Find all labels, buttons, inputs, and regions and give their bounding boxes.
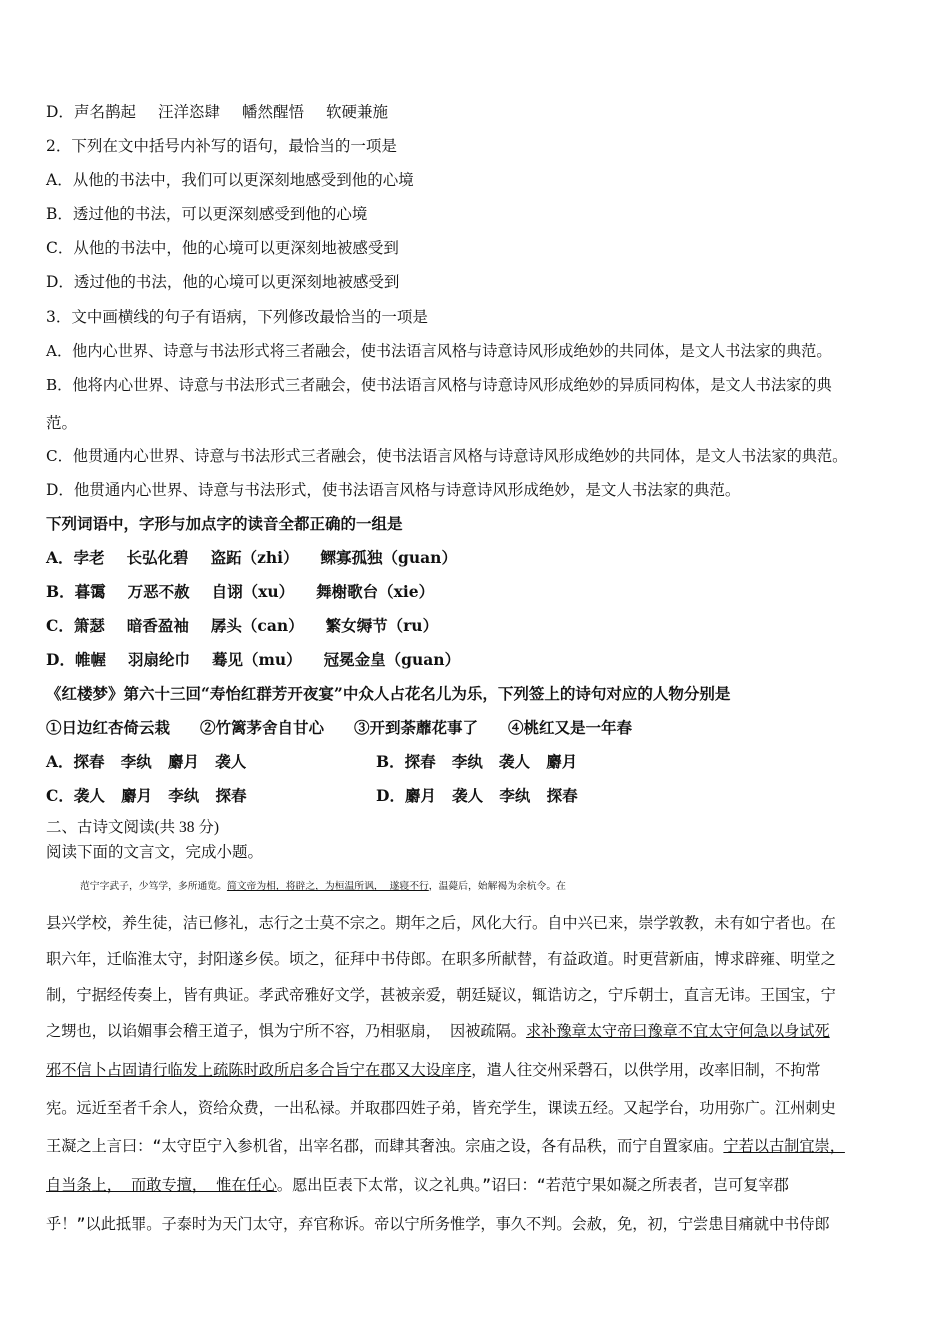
underlined-sentence: 简文帝为相，将辟之，为桓温所讽， 遂寝不行 xyxy=(226,881,429,892)
option-word: 袭人 xyxy=(215,752,247,771)
option-word: 探春 xyxy=(546,786,578,805)
option-label: D． xyxy=(376,786,405,805)
option-word: 袭人 xyxy=(73,786,105,805)
passage-line-3: 职六年，迁临淮太守，封阳遂乡侯。顷之，征拜中书侍郎。在职多所献替，有益政道。时更营新庙，博求辟雍、明堂之 xyxy=(46,950,836,968)
option-word: 李纨 xyxy=(168,786,200,805)
q4-option-d xyxy=(46,650,460,670)
option-word: 蓦见（mu） xyxy=(211,650,302,669)
option-word: 孱头（can） xyxy=(210,616,304,635)
option-word: 冠冕金皇（guan） xyxy=(323,650,461,669)
q5-options-ab xyxy=(46,752,906,772)
passage-line-10: 乎！”以此抵罪。子泰时为天门太守，弃官称诉。帝以宁所务惟学，事久不判。会赦，免，初，宁尝患目痛就中书侍郎 xyxy=(46,1215,830,1233)
q3-stem: 3．文中画横线的句子有语病，下列修改最恰当的一项是 xyxy=(46,308,428,326)
option-word: 汪洋恣肆 xyxy=(157,103,220,121)
option-word: 探春 xyxy=(404,752,436,771)
option-word: 麝月 xyxy=(121,786,153,805)
passage-line-8 xyxy=(46,1136,916,1156)
passage-line-7: 宪。远近至者千余人，资给众费，一出私禄。并取郡四姓子弟，皆充学生，课读五经。又起学台，功用弥广。江州刺史 xyxy=(46,1099,836,1117)
option-word: 繁女缛节（ru） xyxy=(325,616,439,635)
q4-option-c xyxy=(46,616,438,636)
poem-line: ①日边红杏倚云栽 xyxy=(46,718,171,737)
poem-line: ③开到荼蘼花事了 xyxy=(354,718,479,737)
passage-text: 。愿出臣表下太常，议之礼典。”诏曰：“若范宁果如凝之所表者，岂可复宰郡 xyxy=(276,1176,789,1194)
q4-option-b xyxy=(46,582,434,602)
option-word: 袭人 xyxy=(499,752,531,771)
q2-option-b: B．透过他的书法，可以更深刻感受到他的心境 xyxy=(46,205,368,223)
underlined-sentence: 宁若以古制宜崇， xyxy=(723,1137,845,1155)
option-word: 袭人 xyxy=(452,786,484,805)
option-word: 软硬兼施 xyxy=(325,103,388,121)
poem-line: ②竹篱茅舍自甘心 xyxy=(200,718,325,737)
q1-option-d xyxy=(46,102,388,122)
option-word: 李纨 xyxy=(499,786,531,805)
q5-option-a xyxy=(46,752,246,771)
q4-stem: 下列词语中，字形与加点字的读音全都正确的一组是 xyxy=(46,514,403,533)
option-label: B． xyxy=(376,752,405,771)
passage-text: 范宁字武子，少笃学，多所通览。 xyxy=(80,881,227,892)
passage-text: 之甥也，以谄媚事会稽王道子，惧为宁所不容，乃相驱扇， 因被疏隔。 xyxy=(46,1022,526,1040)
option-word: 盗跖（zhi） xyxy=(210,548,299,567)
underlined-sentence: 自当条上， 而敢专擅， 惟在任心 xyxy=(46,1176,277,1194)
option-word: 箫瑟 xyxy=(73,616,105,635)
option-word: 李纨 xyxy=(451,752,483,771)
option-label: A． xyxy=(46,548,74,567)
passage-text: ，温薨后，始解褐为余杭令。在 xyxy=(428,881,566,892)
option-word: 帷幄 xyxy=(74,650,106,669)
option-word: 声名鹊起 xyxy=(73,103,136,121)
option-word: 麝月 xyxy=(546,752,578,771)
q3-option-d: D．他贯通内心世界、诗意与书法形式，使书法语言风格与诗意诗风形成绝妙，是文人书法家的典范。 xyxy=(46,481,741,499)
q5-stem: 《红楼梦》第六十三回“寿怡红群芳开夜宴”中众人占花名儿为乐，下列签上的诗句对应的人物分别是 xyxy=(46,684,731,703)
option-word: 探春 xyxy=(73,752,105,771)
option-word: 暮霭 xyxy=(74,582,106,601)
q2-stem: 2．下列在文中括号内补写的语句，最恰当的一项是 xyxy=(46,137,397,155)
option-label: D． xyxy=(46,103,74,121)
option-word: 探春 xyxy=(215,786,247,805)
section2-title: 二、古诗文阅读(共 38 分) xyxy=(46,819,220,836)
q2-option-d: D．透过他的书法，他的心境可以更深刻地被感受到 xyxy=(46,273,400,291)
option-word: 麝月 xyxy=(167,752,199,771)
q2-option-a: A．从他的书法中，我们可以更深刻地感受到他的心境 xyxy=(46,171,414,189)
passage-line-9 xyxy=(46,1175,916,1195)
q5-options-cd xyxy=(46,786,906,806)
option-word: 长弘化碧 xyxy=(126,548,189,567)
passage-text: 王凝之上言曰：“太守臣宁入参机省，出宰名郡，而肆其奢浊。宗庙之设，各有品秩，而宁自置家庙。 xyxy=(46,1137,724,1155)
q3-option-c: C．他贯通内心世界、诗意与书法形式三者融会，使书法语言风格与诗意诗风形成绝妙的共同体，是文人书法家的典范。 xyxy=(46,447,848,465)
q5-option-c xyxy=(46,786,247,805)
option-word: 鳏寡孤独（guan） xyxy=(320,548,457,567)
option-label: C． xyxy=(46,786,74,805)
section2-instruction: 阅读下面的文言文，完成小题。 xyxy=(46,844,264,861)
option-label: A． xyxy=(46,752,74,771)
option-word: 暗香盈袖 xyxy=(126,616,189,635)
passage-line-1 xyxy=(46,877,950,897)
q5-option-b xyxy=(376,752,577,772)
underlined-sentence: 求补豫章太守帝曰豫章不宜太守何急以身试死 xyxy=(525,1022,830,1040)
option-word: 舞榭歌台（xie） xyxy=(316,582,435,601)
option-label: D． xyxy=(46,650,75,669)
option-word: 麝月 xyxy=(404,786,436,805)
option-word: 幡然醒悟 xyxy=(241,103,304,121)
q4-option-a xyxy=(46,548,457,568)
underlined-sentence: 邪不信卜占固请行临发上疏陈时政所启多合旨宁在郡又大设庠序 xyxy=(46,1061,472,1079)
passage-line-6 xyxy=(46,1060,916,1080)
q5-option-d xyxy=(376,786,578,806)
q2-option-c: C．从他的书法中，他的心境可以更深刻地被感受到 xyxy=(46,239,399,257)
option-word: 孛老 xyxy=(73,548,105,567)
q3-option-b-line2: 范。 xyxy=(46,414,78,432)
q3-option-a: A．他内心世界、诗意与书法形式将三者融会，使书法语言风格与诗意诗风形成绝妙的共同体，是文人书法家的典范。 xyxy=(46,342,832,360)
option-word: 自诩（xu） xyxy=(211,582,295,601)
passage-text: ，遣人往交州采磬石，以供学用，改率旧制，不拘常 xyxy=(471,1061,821,1079)
option-label: B． xyxy=(46,582,75,601)
passage-line-2: 县兴学校，养生徒，洁已修礼，志行之士莫不宗之。期年之后，风化大行。自中兴已来，崇学敦教，未有如宁者也。在 xyxy=(46,914,836,932)
option-label: C． xyxy=(46,616,74,635)
option-word: 李纨 xyxy=(120,752,152,771)
option-word: 羽扇纶巾 xyxy=(127,650,190,669)
passage-line-5 xyxy=(46,1021,916,1041)
option-word: 万恶不赦 xyxy=(127,582,190,601)
passage-line-4: 制，宁据经传奏上，皆有典证。孝武帝雅好文学，甚被亲爱，朝廷疑议，辄诰访之，宁斥朝士，直言无讳。王国宝，宁 xyxy=(46,986,836,1004)
poem-line: ④桃红又是一年春 xyxy=(508,718,633,737)
q5-poems xyxy=(46,718,632,738)
q3-option-b-line1: B．他将内心世界、诗意与书法形式三者融会，使书法语言风格与诗意诗风形成绝妙的异质同构体，是文人书法家的典 xyxy=(46,376,832,394)
